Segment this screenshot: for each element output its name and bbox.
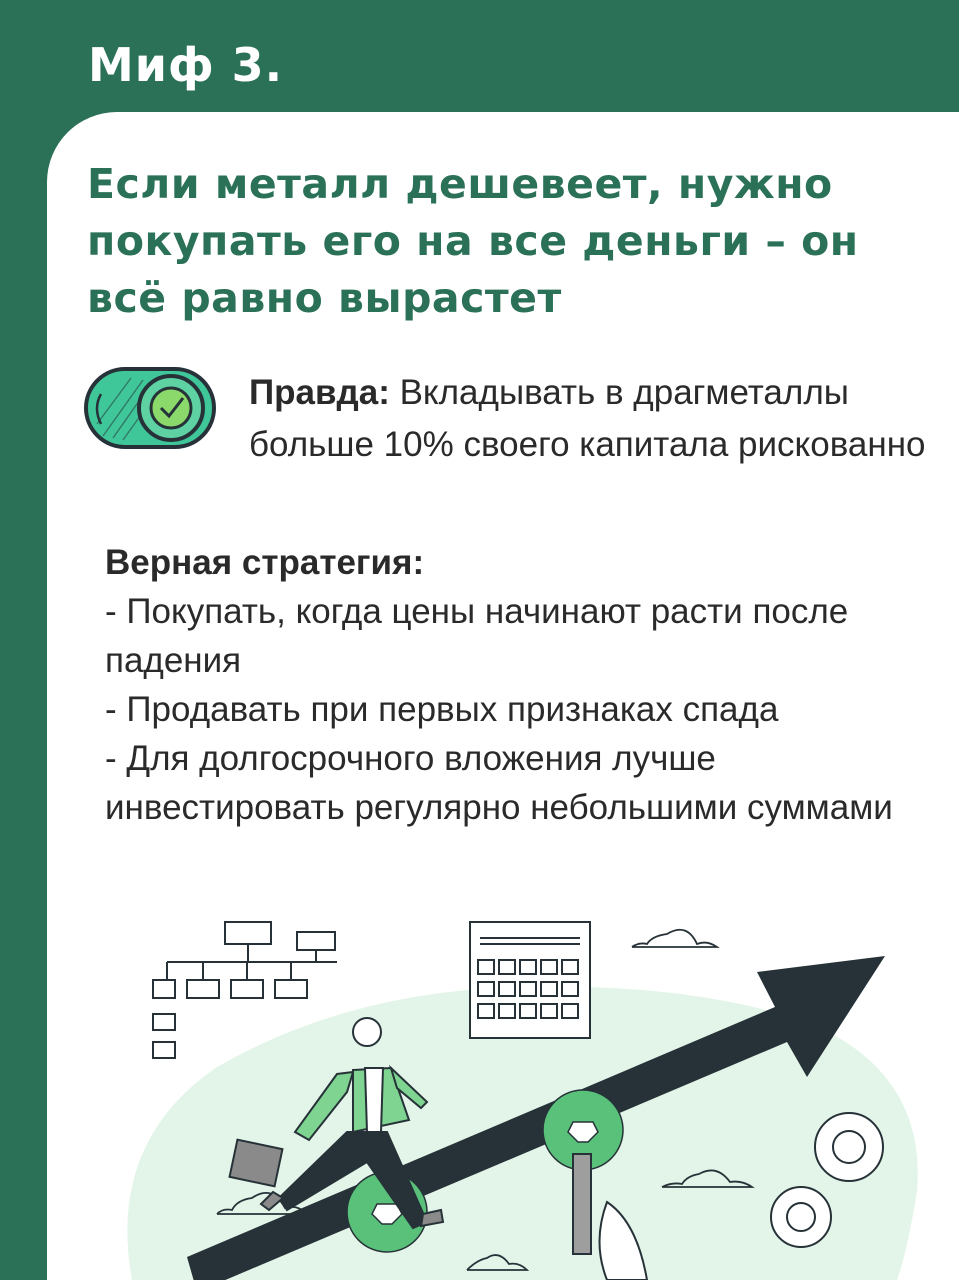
myth-line-2: покупать его на все деньги – он — [87, 217, 859, 265]
myth-statement — [87, 156, 947, 327]
myth-line-3: всё равно вырастет — [87, 274, 562, 322]
truth-body: Вкладывать в драгметаллы больше 10% своего капитала рискованно — [249, 373, 926, 464]
strategy-item: - Для долгосрочного вложения лучше инвестировать регулярно небольшими суммами — [105, 739, 893, 827]
check-toggle-icon — [83, 366, 217, 450]
growth-illustration — [47, 892, 959, 1280]
content-card — [47, 112, 959, 1280]
strategy-item: - Продавать при первых признаках спада — [105, 690, 779, 729]
calendar-icon — [470, 922, 590, 1038]
truth-text — [249, 367, 949, 471]
strategy-item: - Покупать, когда цены начинают расти после падения — [105, 592, 849, 680]
myth-line-1: Если металл дешевеет, нужно — [87, 160, 833, 208]
header-title: Миф 3. — [88, 38, 284, 92]
strategy-heading: Верная стратегия: — [105, 543, 425, 582]
strategy-block — [105, 538, 959, 832]
truth-label: Правда: — [249, 373, 390, 412]
